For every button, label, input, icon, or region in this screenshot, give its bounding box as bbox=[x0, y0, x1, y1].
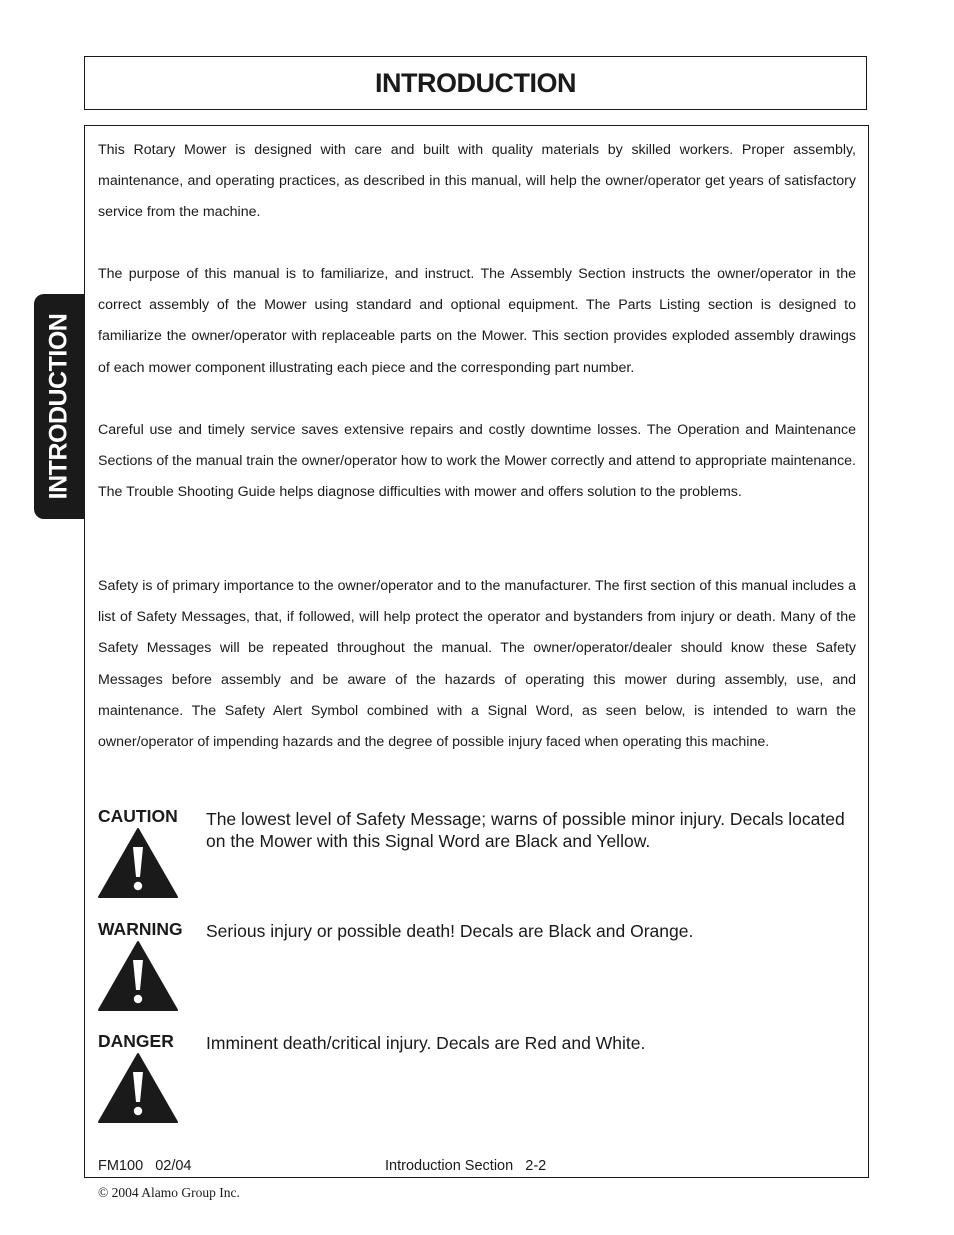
safety-alert-triangle-icon bbox=[97, 940, 179, 1012]
intro-paragraph-2: The purpose of this manual is to familiarize, and instruct. The Assembly Section instructs the owner/operator in the correct assembly of the Mower using standard and optional equipment. The Parts Listing section is designed to familiarize the owner/operator with replaceable parts on the Mower. This section provides exploded assembly drawings of each mower component illustrating each piece and the corresponding part number. bbox=[98, 266, 856, 376]
intro-paragraph-1: This Rotary Mower is designed with care and built with quality materials by skilled workers. Proper assembly, maintenance, and operating practices, as described in this manual, will help the owner/operator get years of satisfactory service from the machine. bbox=[98, 142, 856, 221]
warning-description: Serious injury or possible death! Decals are Black and Orange. bbox=[206, 921, 694, 941]
side-tab-label: INTRODUCTION bbox=[44, 313, 73, 500]
footer-doc-code: FM100 02/04 bbox=[98, 1158, 192, 1174]
danger-label: DANGER bbox=[98, 1031, 174, 1051]
caution-label: CAUTION bbox=[98, 806, 178, 826]
safety-alert-triangle-icon bbox=[97, 1052, 179, 1124]
intro-paragraph-4: Safety is of primary importance to the owner/operator and to the manufacturer. The first section of this manual includes a list of Safety Messages, that, if followed, will help protect the operator and bystanders from injury or death. Many of the Safety Messages will be repeated throughout the manual. The owner/operator/dealer should know these Safety Messages before assembly and be aware of the hazards of operating this mower during assembly, use, and maintenance. The Safety Alert Symbol combined with a Signal Word, as seen below, is intended to warn the owner/operator of impending hazards and the degree of possible injury faced when operating this machine. bbox=[98, 578, 856, 751]
safety-alert-triangle-icon bbox=[97, 827, 179, 899]
footer-copyright: © 2004 Alamo Group Inc. bbox=[98, 1185, 240, 1200]
danger-description: Imminent death/critical injury. Decals are Red and White. bbox=[206, 1033, 646, 1053]
section-side-tab bbox=[34, 294, 84, 519]
page-header bbox=[84, 56, 867, 110]
footer-section-page: Introduction Section 2-2 bbox=[385, 1158, 547, 1174]
warning-label: WARNING bbox=[98, 919, 183, 939]
page-title: INTRODUCTION bbox=[375, 67, 576, 98]
intro-paragraph-3: Careful use and timely service saves extensive repairs and costly downtime losses. The Operation and Maintenance Sections of the manual train the owner/operator how to work the Mower correctly and attend to appropriate maintenance. The Trouble Shooting Guide helps diagnose difficulties with mower and offers solution to the problems. bbox=[98, 422, 856, 501]
caution-description: The lowest level of Safety Message; warns of possible minor injury. Decals located on the Mower with this Signal Word are Black and Yellow. bbox=[206, 809, 845, 851]
